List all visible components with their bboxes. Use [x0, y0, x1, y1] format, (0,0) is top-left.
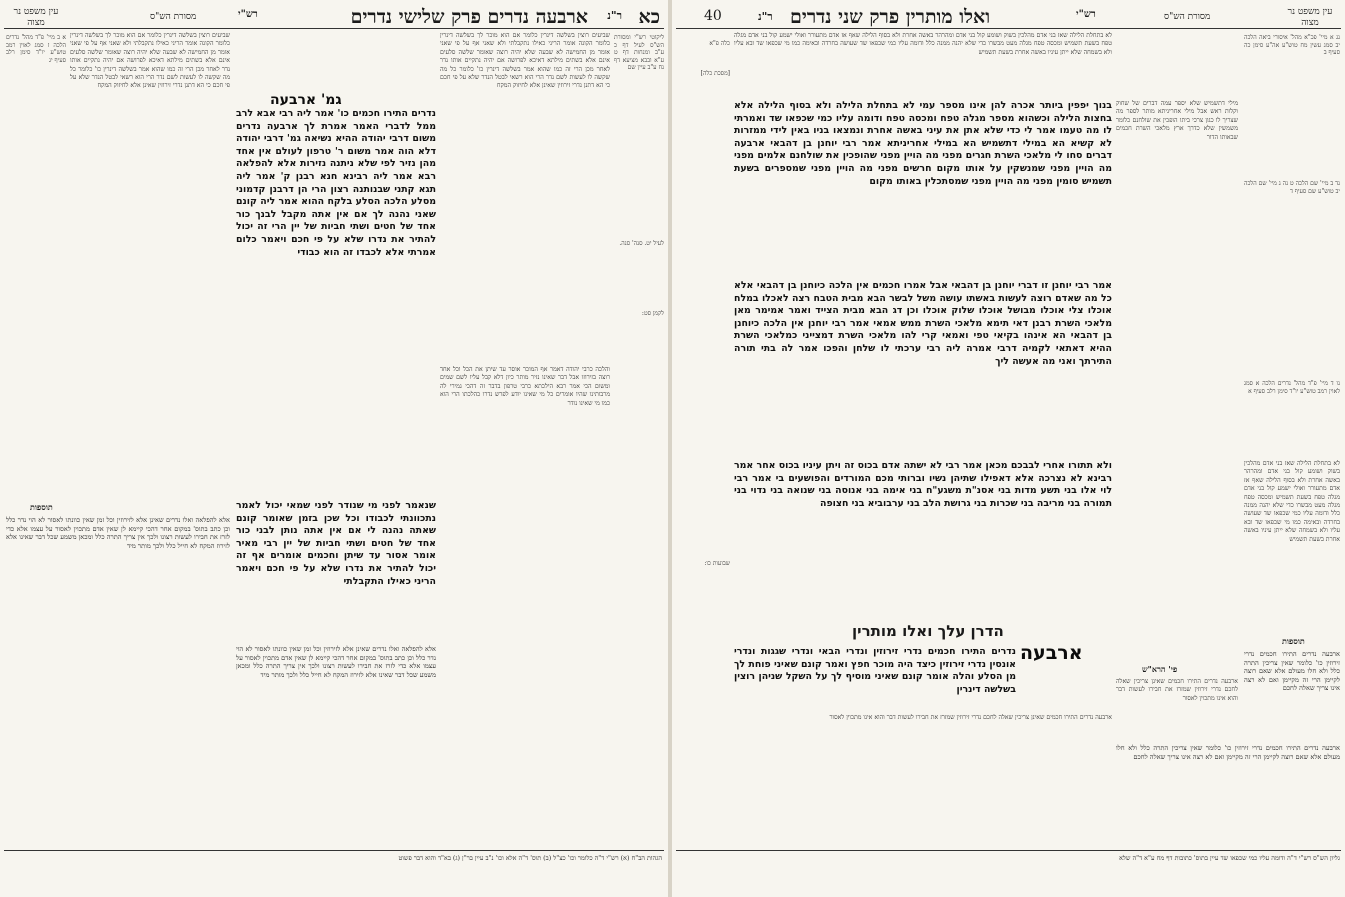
left-daf-number: כא [638, 6, 660, 28]
right-rashi-column: מילי דתשמיש שלא יספר עמה דברים של שחוק וקלות ראש אבל מילי אחריניתא מותר לספר מה שצריך לו כגון צרכי ביתו הופכין את שולחנם כלומר משמשין שלא כדרך ארץ מלאכי השרת חכמים שבאותו הדור [1116, 100, 1238, 141]
left-page-title: ארבעה נדרים פרק שלישי נדרים [350, 6, 588, 28]
right-tosafot-label: תוספות [1282, 636, 1305, 646]
left-gemara-text-2: שנאמר לפני מי שנודר לפני שמאי יכול לאמר נתכוונתי לכבודו וכל שכן בזמן שאומר קונם שאתה נהנה לי אם אין אתה נותן לבני כור אחד של חטים ושתי חביות של יין רבי מאיר אומר אסור עד שיתן וחכמים אומרים אף זה יכול להתיר את נדרו שלא על פי חכם ויאמר הריני כאילו התקבלתי [236, 500, 436, 587]
right-lower-commentary: ארבעה נדרים התירו חכמים שאינן צריכין שאלה לחכם נדרי זירוזין שמזרז את חבירו לעשות דבר והוא אינו מתכוין לאסור [829, 714, 1112, 721]
right-page-title: ואלו מותרין פרק שני נדרים [790, 6, 991, 28]
left-gemara-label: גמ' ארבעה [270, 92, 342, 108]
right-rashi-label: רש"י [1076, 9, 1096, 20]
right-margin-ref-3: שבועות כו: [704, 560, 730, 567]
right-footnotes: גליון הש"ס רש"י ד"ה ודומה עליו כמי שכפאו שד עיין בתוס' כתובות דף מח ע"א ד"ה שלא [1119, 854, 1340, 862]
right-mishna-dropword: ארבעה [1020, 642, 1083, 664]
left-ein-mishpat-label: עין משפט נר מצוה [13, 7, 59, 28]
right-lower-tosafot: ארבעה נדרים התירו חכמים נדרי זירוזין כו' כלומר שאין צריכין התרה כלל ולא חלו מעולם אלא שאם רוצה לקיימן הרי זה מקיימן ואם לא רצה אינו צריך שאלה לחכם [1116, 744, 1340, 761]
left-margin-ref-2: לקמן סט: [641, 310, 664, 317]
right-ein-mishpat-notes-2: נד ב מיי' שם הלכה ט נה ג מיי' שם הלכה יב טוש"ע שם סעיף ד [1244, 180, 1340, 195]
right-tosafot-text: ארבעה נדרים התירו חכמים נדרי זירוזין כו' כלומר שאין צריכין התרה כלל ולא חלו מעולם אלא שאם רוצה לקיימן הרי זה מקיימן ואם לא רצה אינו צריך שאלה לחכם [1244, 650, 1340, 693]
right-gemara-text-3: ולא תתורו אחרי לבבכם מכאן אמר רבי לא ישתה אדם בכוס זה ויתן עיניו בכוס אחר אמר רבינא לא נצרכה אלא דאפילו שתיהן נשיו וברותי מכם המורדים והפושעים בי אמר רבי לוי אלו בני תשע מדות בני אסנ"ת משגע"ח בני אימה בני אנוסה בני שנואה בני נדוי בני תמורה בני מריבה בני שכרות בני גרושת הלב בני ערבוביא בני חצופה [734, 460, 1112, 509]
left-tosafot-label: תוספות [30, 502, 53, 512]
left-commentary-upper: שביעים רוצין בשלשה דינרין כלומר אם הוא מוכר לך בשלשה דינרין כלומר הקונה אומר הריני כאילו נתקבלתי ולא שאני אף על פי שאני אומר מן החמישה לא שבעה שלא יהיה רוצה שאומר שלשה סלעים אינם אלא בשתים מילתא דאיכא לפרושה אם יהיה נתקיים אותו נדר לאחר מכן הרי זה כמו שהוא אמר בשלשה דינרין כו' כלומר כל מה שקשה לו לעשות לשם נדר הרי הוא רשאי לבטל הנדר שלא על פי חכם כי הא דתנן נדרי זירוזין שאינן אלא לחיזוק המקח [70, 32, 230, 90]
right-gemara-text-2: אמר רבי יוחנן זו דברי יוחנן בן דהבאי אבל אמרו חכמים אין הלכה כיוחנן בן דהבאי אלא כל מה שאדם רוצה לעשות באשתו עושה משל לבשר הבא מבית הטבח רצה לאכלו במלח אוכלו צלי אוכלו מבושל אוכלו שלוק אוכלו וכן דג הבא מבית הצייד ואמר אמימר מאן מלאכי השרת רבנן דאי תימא מלאכי השרת ממש אמאי אמר רבי יוחנן אין הלכה כיוחנן בן דהבאי הא אינהו בקיאי טפי ואמאי קרי להו מלאכי השרת דמצייני כמלאכי השרת ההיא דאתאי לקמיה דרבי אמרה ליה רבי ערכתי לו שלחן והפכו אמר לה בתי תורה התירתך ואני מה אעשה ליך [734, 280, 1112, 367]
right-ein-mishpat-notes-3: נו ד מיי' פ"ד מהל' נדרים הלכה א סמג לאוין רמב טוש"ע יו"ד סימן רלב סעיף א [1244, 380, 1340, 395]
right-rosh-text: ארבעה נדרים התירו חכמים שאינן צריכין שאלה לחכם נדרי זירוזין שמזרז את חבירו לעשות דבר והוא אינו מתכוין לאסור [1116, 678, 1238, 702]
right-ein-mishpat-label: עין משפט נר מצוה [1287, 7, 1333, 28]
right-footer-rule [676, 850, 1341, 851]
right-mishna-text: נדרים התירו חכמים נדרי זירוזין ונדרי הבאי ונדרי שגגות ונדרי אונסין נדרי זירוזין כיצד היה מוכר חפץ ואמר קונם שאיני פוחת לך מן הסלע והלה אומר קונם שאיני מוסיף לך על השקל שניהן רוצין בשלשה דינרין [734, 646, 1016, 695]
left-side-notes: ליקוטי רש"י ומסורת הש"ס לעיל דף כ ע"ב ומנחות דף ט ע"א ובבא מציעא דף נח ע"ב עיין שם [614, 34, 664, 72]
right-margin-ref-2: [מסכת כלה] [700, 70, 730, 77]
right-hadran-title: הדרן עלך ואלו מותרין [852, 622, 1004, 640]
left-rashi-label: רש"י [238, 9, 258, 20]
right-margin-ref: כלה פ"א [709, 40, 730, 47]
left-tosafot-text: אלא להפלאה ואלו נדרים שאינן אלא לזירוזין וכל זמן שאין כוונתו לאסור לא הוי נדר כלל וכן כתב בתוס' במקום אחר דהכי קיימא לן שאין אדם מתכוין לאסור על עצמו אלא כדי לזרז את חבירו לעשות רצונו ולכך אין צריך התרה כלל ומכאן משמע שכל דבר שאינו אלא לזירוז המקח לא חייל כלל ולכך מותר מיד [6, 516, 230, 550]
right-page-number: 40 [704, 8, 722, 24]
left-amud-label: ר"נ [607, 9, 622, 22]
right-rashi-top: לא בתחלת הלילה שאז בני אדם מהלכין בשוק ושומע קול בני אדם ומהרהר באשה אחרת ולא בסוף הלילה שאף אז אדם מתעורר ואולי ישמע קול בני אדם מגלה טפח בשעת תשמיש ומכסה טפח מגלה מעט מבשרו כדי שלא יהנה ממנה כלל ודומה עליו כמי שכפאו שד שעושה בחרדה ובאימה כמו מי שכפאו שד ובא עליו ולא בשמחה שלא ייתן עיניו באשה אחרת בשעת תשמיש [734, 32, 1112, 56]
right-amud-label: ר"נ [758, 10, 773, 23]
right-outer-commentary: לא בתחלת הלילה שאז בני אדם מהלכין בשוק ושומע קול בני אדם ומהרהר באשה אחרת ולא בסוף הלילה שאף אז אדם מתעורר ואולי ישמע קול בני אדם מגלה טפח בשעת תשמיש ומכסה טפח מגלה מעט מבשרו כדי שלא יהנה ממנה כלל ודומה עליו כמי שכפאו שד שעושה בחרדה ובאימה כמו מי שכפאו שד ובא עליו ולא בשמחה שלא ייתן עיניו באשה אחרת בשעת תשמיש [1244, 460, 1340, 543]
left-page [0, 0, 669, 897]
right-masoret-label: מסורת הש"ס [1164, 12, 1211, 22]
left-header-rule [4, 28, 664, 29]
right-rosh-label: פי' הרא"ש [1142, 664, 1178, 674]
left-commentary-lower: אלא להפלאה ואלו נדרים שאינן אלא לזירוזין וכל זמן שאין כוונתו לאסור לא הוי נדר כלל וכן כתב בתוס' במקום אחר דהכי קיימא לן שאין אדם מתכוין לאסור על עצמו אלא כדי לזרז את חבירו לעשות רצונו ולכך אין צריך התרה כלל ומכאן משמע שכל דבר שאינו אלא לזירוז המקח לא חייל כלל ולכך מותר מיד [236, 645, 436, 679]
left-footer-rule [4, 850, 664, 851]
right-gemara-text: בנוך יפפין ביותר אכרה להן אינו מספר עמי לא בתחלת הלילה ולא בסוף הלילה אלא בחצות הלילה וכשהוא מספר מגלה טפח ומכסה טפח ודומה עליו כמי שכפאו שד ואמרתי לו מה טעמו אמר לי כדי שלא אתן את עיני באשה אחרת ונמצאו בניו באין לידי ממזרות לא קשיא הא במילי דתשמיש הא במילי אחריניתא אמר רבי יוחנן בן דהבאי ארבעה דברים סחו לי מלאכי השרת חגרים מפני מה הויין מפני שהופכין את שולחנם אלמים מפני מה הויין מפני שמנשקין על אותו מקום חרשים מפני מה הויין מפני שמספרים בשעת תשמיש סומין מפני מה הויין מפני שמסתכלין באותו מקום [734, 100, 1112, 187]
right-ein-mishpat-notes: נג א מיי' פכ"א מהל' איסורי ביאה הלכה יב סמג עשין מח טוש"ע אה"ע סימן כה סעיף ב [1244, 34, 1340, 57]
left-footnotes: הגהות הב"ח (א) רש"י ד"ה כלומר וכו' כצ"ל (ב) תוס' ד"ה אלא וכו' נ"ב עיין בר"ן (ג) בא"ד והוא דבר פשוט [398, 854, 662, 862]
right-page [672, 0, 1345, 897]
left-rashi-column-2: והלכה כרבי יהודה דאמר אף המוכר אוסר עד שיתן את הכל וכל אחד רוצה בזירוזו אבל דבר שאינו נזיר מותר כיון דלא קבל עליו לשם שמים ומשום הכי אמר רבא הילכתא כרבי טרפון בדבר זה דהכי גמירי לה מרבותינו שהיו אומרים כל מי שאינו יודע לפרש נדרו כהלכתו הרי הוא כמו מי שאינו נודר [440, 366, 610, 407]
left-rashi-column: שביעים רוצין בשלשה דינרין כלומר אם הוא מוכר לך בשלשה דינרין כלומר הקונה אומר הריני כאילו נתקבלתי ולא שאני אף על פי שאני אומר מן החמישה לא שבעה שלא יהיה רוצה שאומר שלשה סלעים אינם אלא בשתים מילתא דאיכא לפרושה אם יהיה נתקיים אותו נדר לאחר מכן הרי זה כמו שהוא אמר בשלשה דינרין כו' כלומר כל מה שקשה לו לעשות לשם נדר הרי הוא רשאי לבטל הנדר שלא על פי חכם כי הא דתנן נדרי זירוזין שאינן אלא לחיזוק המקח [440, 32, 610, 90]
left-margin-ref: לעיל יט. סנה' סנה. [619, 240, 664, 247]
left-gemara-text: נדרים התירו חכמים כו' אמר ליה רבי אבא לרב ממל לדברי האמר אמרת לך ארבעה נדרים משום דרבי יהודה ההיא נשיאה גמ' דרבי יהודה דלא הוה אמר משום ר' טרפון לעולם אין אחד מהן נזיר לפי שלא ניתנה נזירות אלא להפלאה רבא אמר ליה רבינא חנא רבנן ק' אמר ליה תגא קתני שבנותנה רצון הרי הן דרבנן קדמוני מסלע הלכה הסלע בלקח ההוא אמר ליה קונם שאני נהנה לך אם אין אתה מקבל לבנך כור אחד של חטים ושתי חביות של יין הרי זה יכול להתיר את נדרו שלא על פי חכם ויאמר כלום אמרתי אלא לכבדו זה הוא כבודי [236, 108, 436, 258]
left-ein-mishpat-notes: א ב מיי' פ"ד מהל' נדרים הלכה ז סמג לאוין רמב טוש"ע יו"ד סימן רלב סעיף יג [6, 34, 66, 64]
right-header-rule [676, 28, 1341, 29]
left-masoret-label: מסורת הש"ס [150, 12, 197, 22]
